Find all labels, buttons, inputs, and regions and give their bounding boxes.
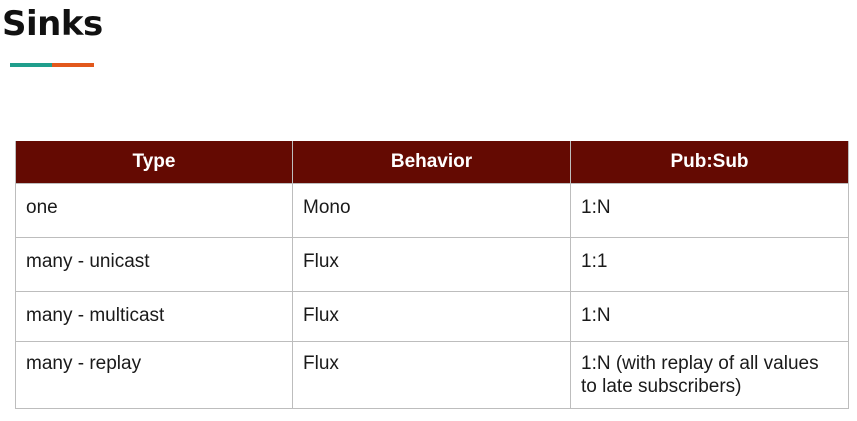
underline-teal-segment — [10, 63, 52, 67]
cell-pubsub: 1:N — [571, 184, 849, 238]
cell-pubsub: 1:N — [571, 292, 849, 342]
underline-orange-segment — [52, 63, 94, 67]
table-row — [16, 292, 849, 342]
page-title: Sinks — [2, 4, 103, 44]
cell-type: one — [16, 184, 293, 238]
table-row — [16, 184, 849, 238]
cell-behavior: Flux — [293, 292, 571, 342]
header-behavior: Behavior — [293, 141, 571, 184]
title-underline — [10, 63, 94, 67]
table-header-row — [16, 141, 849, 184]
cell-type: many - unicast — [16, 238, 293, 292]
header-pubsub: Pub:Sub — [571, 141, 849, 184]
cell-behavior: Flux — [293, 342, 571, 409]
table-row — [16, 342, 849, 409]
header-type: Type — [16, 141, 293, 184]
cell-pubsub: 1:N (with replay of all values to late subscribers) — [571, 342, 849, 409]
sinks-table — [15, 141, 849, 409]
table-row — [16, 238, 849, 292]
cell-behavior: Mono — [293, 184, 571, 238]
cell-type: many - multicast — [16, 292, 293, 342]
cell-pubsub: 1:1 — [571, 238, 849, 292]
cell-behavior: Flux — [293, 238, 571, 292]
cell-type: many - replay — [16, 342, 293, 409]
